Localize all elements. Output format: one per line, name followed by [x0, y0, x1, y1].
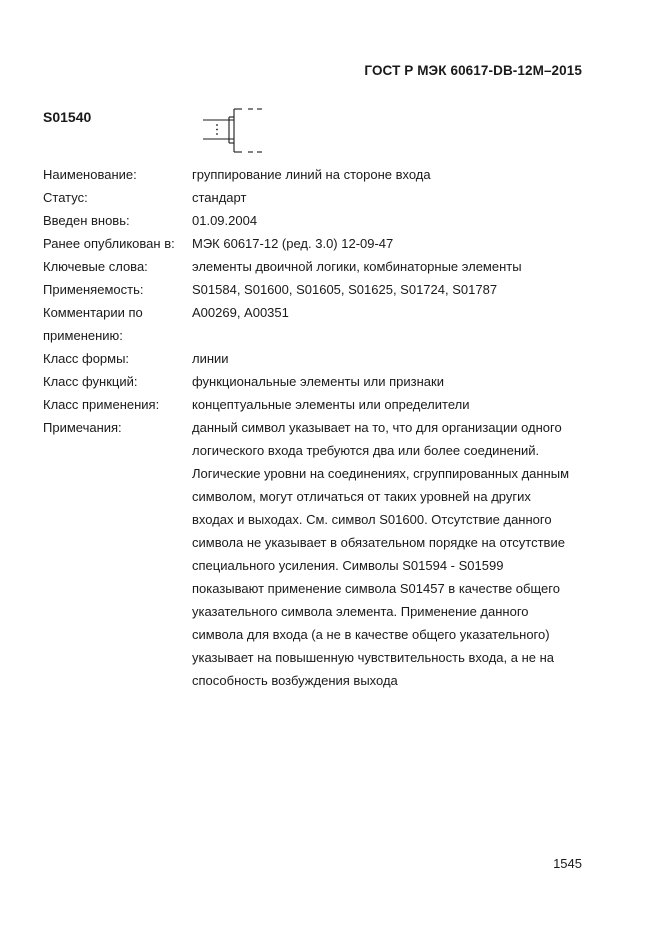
field-label: Ранее опубликован в:: [43, 236, 175, 251]
field-value: 01.09.2004: [192, 213, 258, 228]
notes-text: [192, 416, 603, 692]
field-value: А00269, А00351: [192, 305, 289, 320]
field-label: Ключевые слова:: [43, 259, 148, 274]
field-introduced: [43, 209, 603, 232]
field-value: S01584, S01600, S01605, S01625, S01724, S01787: [192, 282, 498, 297]
field-label: Введен вновь:: [43, 213, 130, 228]
field-previously-published: [43, 232, 603, 255]
field-label-line: Комментарии по: [43, 305, 143, 320]
field-form-class: [43, 347, 603, 370]
field-label: Класс формы:: [43, 351, 130, 366]
notes-line: показывают применение символа S01457 в качестве общего: [192, 581, 560, 596]
field-value: концептуальные элементы или определители: [192, 397, 470, 412]
symbol-graphic: [200, 106, 270, 156]
field-value: функциональные элементы или признаки: [192, 374, 444, 389]
field-application-class: [43, 393, 603, 416]
field-value: элементы двоичной логики, комбинаторные элементы: [192, 259, 522, 274]
notes-line: способность возбуждения выхода: [192, 673, 398, 688]
field-applicability: [43, 278, 603, 301]
notes-line: указывает на повышенную чувствительность входа, а не на: [192, 650, 555, 665]
field-value: МЭК 60617-12 (ред. 3.0) 12-09-47: [192, 236, 394, 251]
field-label: Применяемость:: [43, 282, 144, 297]
field-label: Наименование:: [43, 167, 137, 182]
field-label-line: применению:: [43, 328, 123, 343]
field-label: [43, 301, 192, 347]
field-name: [43, 163, 603, 186]
document-header: ГОСТ Р МЭК 60617-DB-12М–2015: [364, 63, 582, 78]
notes-line: символа не указывает в обязательном порядке на отсутствие: [192, 535, 565, 550]
notes-line: символа для входа (а не в качестве общего указательного): [192, 627, 550, 642]
field-value: линии: [192, 351, 229, 366]
field-label: Примечания:: [43, 420, 122, 435]
field-label: Класс применения:: [43, 397, 160, 412]
notes-line: Логические уровни на соединениях, сгруппированных данным: [192, 466, 570, 481]
notes-line: символом, могут отличаться от таких уровней на других: [192, 489, 531, 504]
field-comments: [43, 301, 603, 347]
symbol-id: S01540: [43, 109, 92, 125]
symbol-fields: [43, 163, 603, 692]
notes-line: логического входа требуются два или более соединений.: [192, 443, 540, 458]
notes-line: указательного символа элемента. Применение данного: [192, 604, 529, 619]
notes-line: специального усиления. Символы S01594 - S01599: [192, 558, 504, 573]
field-notes: [43, 416, 603, 692]
notes-line: данный символ указывает на то, что для организации одного: [192, 420, 562, 435]
field-keywords: [43, 255, 603, 278]
field-label: Класс функций:: [43, 374, 138, 389]
field-value: стандарт: [192, 190, 247, 205]
notes-line: входах и выходах. См. символ S01600. Отсутствие данного: [192, 512, 552, 527]
field-function-class: [43, 370, 603, 393]
field-value: группирование линий на стороне входа: [192, 167, 431, 182]
field-status: [43, 186, 603, 209]
page-number: 1545: [553, 856, 582, 871]
field-label: Статус:: [43, 190, 88, 205]
